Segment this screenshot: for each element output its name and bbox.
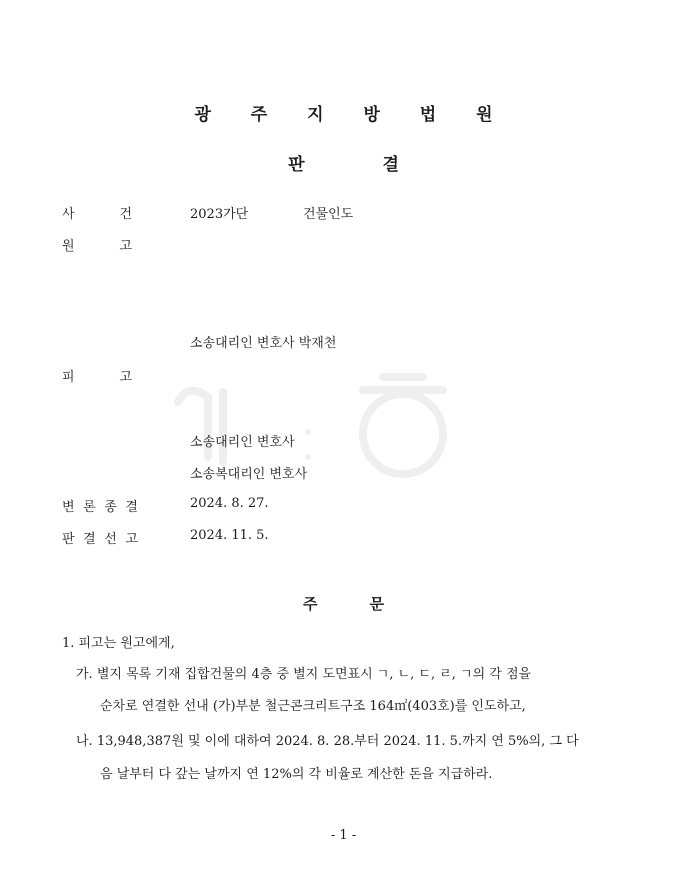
plaintiff-label: 원 고	[62, 239, 132, 254]
order-item-1b-line-2: 음 날부터 다 갚는 날까지 연 12%의 각 비율로 계산한 돈을 지급하라.	[100, 767, 493, 782]
defendant-label: 피 고	[62, 370, 132, 385]
case-number: 2023가단	[190, 207, 249, 222]
case-label: 사 건	[62, 207, 132, 222]
order-item-1a-line-1: 가. 별지 목록 기재 집합건물의 4층 중 별지 도면표시 ㄱ, ㄴ, ㄷ, ㄹ, ㄱ의 각 점을	[76, 667, 532, 682]
order-item-1b-line-1: 나. 13,948,387원 및 이에 대하여 2024. 8. 28.부터 2024. 11. 5.까지 연 5%의, 그 다	[76, 734, 579, 749]
defendant-sub-counsel: 소송복대리인 변호사	[190, 467, 308, 482]
closing-date: 2024. 8. 27.	[190, 496, 269, 511]
order-item-1: 1. 피고는 원고에게,	[62, 636, 175, 651]
document-title-part-2: 결	[382, 155, 399, 175]
judgment-date: 2024. 11. 5.	[190, 528, 269, 543]
order-title-part-2: 문	[369, 595, 384, 613]
order-item-1a-line-2: 순차로 연결한 선내 (가)부분 철근콘크리트구조 164㎡(403호)를 인도하고,	[100, 699, 526, 714]
case-name: 건물인도	[303, 207, 354, 222]
order-title-part-1: 주	[303, 595, 318, 613]
order-title	[0, 593, 687, 614]
closing-label: 변 론 종 결	[62, 500, 138, 515]
document-title	[0, 150, 687, 175]
plaintiff-counsel: 소송대리인 변호사 박재천	[190, 336, 337, 351]
judgment-label: 판 결 선 고	[62, 532, 138, 547]
court-name: 광 주 지 방 법 원	[194, 105, 510, 125]
document-title-part-1: 판	[288, 155, 305, 175]
defendant-counsel: 소송대리인 변호사	[190, 435, 295, 450]
page-number: - 1 -	[330, 828, 357, 843]
